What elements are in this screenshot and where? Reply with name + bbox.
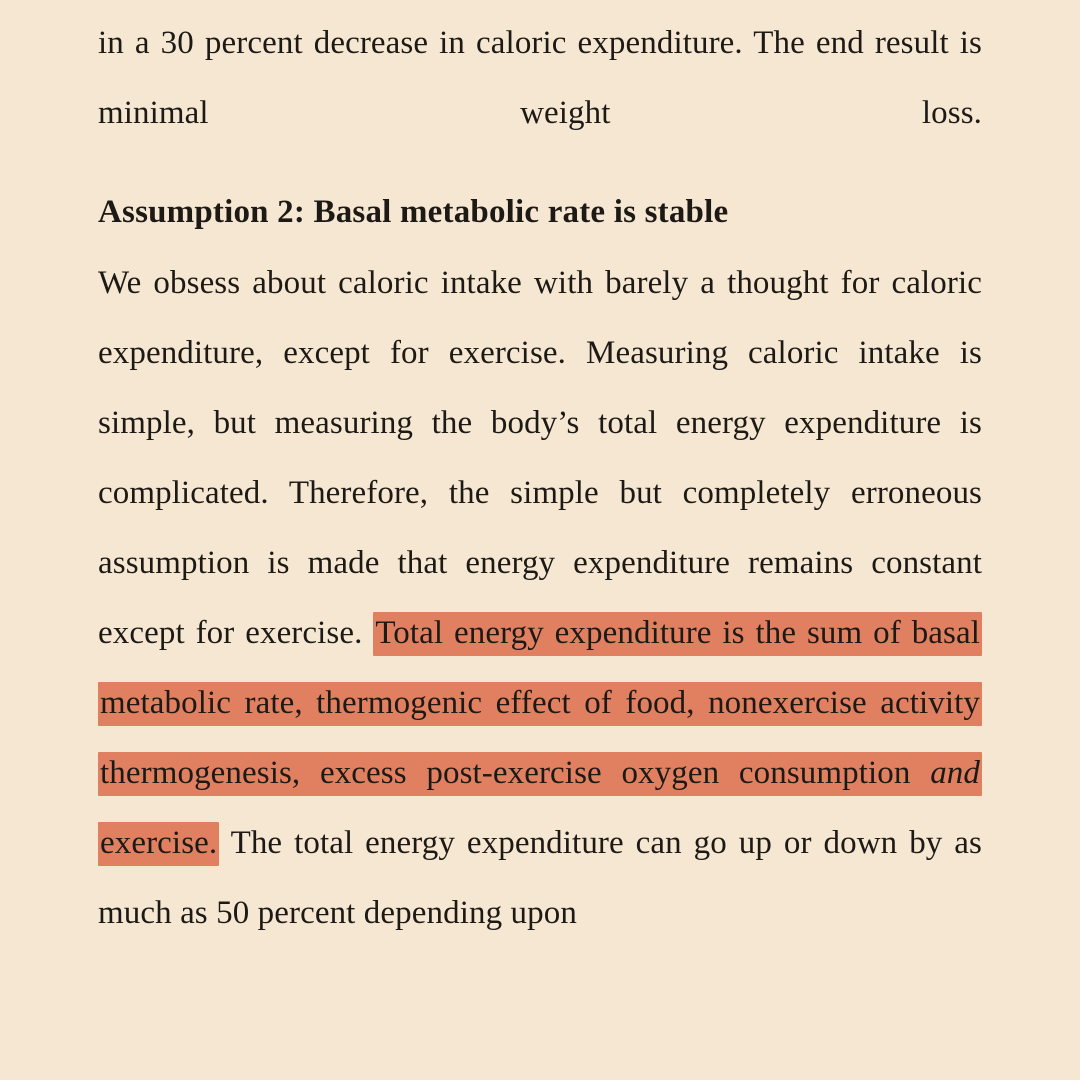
section-heading-assumption-2: Assumption 2: Basal metabolic rate is stable bbox=[98, 194, 729, 230]
paragraph-2-trailing-text: The total energy expenditure can go up or down by as much as 50 percent depending upon bbox=[98, 825, 982, 931]
paragraph-assumption-2-body bbox=[98, 248, 982, 948]
highlight-italic-and: and bbox=[930, 755, 980, 791]
highlight-main-text: Total energy expenditure is the sum of basal metabolic rate, thermogenic effect of food, nonexercise activity thermogenesis, excess post-exercise oxygen consumption bbox=[100, 615, 980, 791]
paragraph-continuation bbox=[98, 0, 982, 148]
page-text-column bbox=[98, 0, 982, 1080]
paragraph-1-text: in a 30 percent decrease in caloric expenditure. The end result is minimal weight loss. bbox=[98, 25, 982, 131]
highlight-end-text: exercise. bbox=[100, 825, 218, 861]
paragraph-2-lead-text: We obsess about caloric intake with barely a thought for caloric expenditure, except for exercise. Measuring caloric intake is simple, but measuring the body’s total energy expenditure is complicated. Therefore, the simple but completely erroneous assumption is made that energy expenditure remains constant except for exercise. bbox=[98, 265, 982, 651]
